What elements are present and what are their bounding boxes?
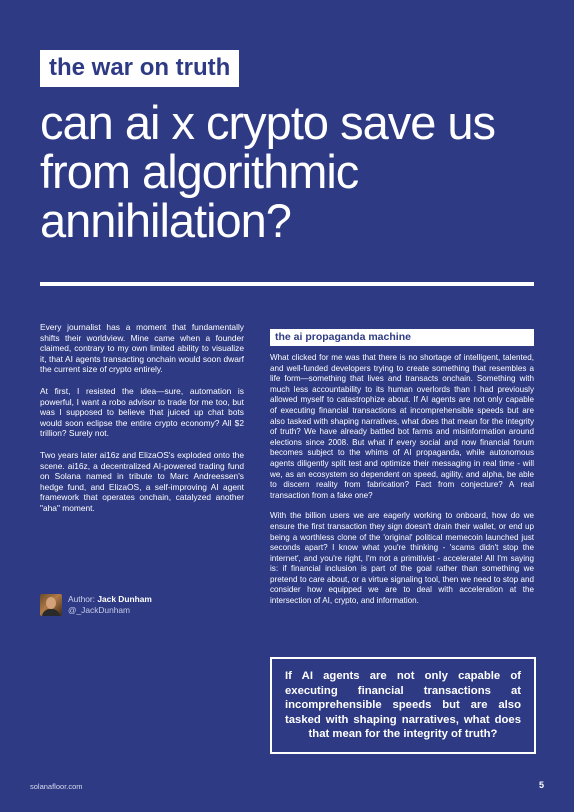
section-kicker: the war on truth [40, 50, 239, 87]
author-avatar [40, 594, 62, 616]
intro-paragraph-2: At first, I resisted the idea—sure, automation is powerful, I want a robo advisor to trade for me too, but was I supposed to believe that juiced up chat bots would soon eclipse the entire crypto economy? All $2 trillion? Surely not. [40, 385, 244, 439]
right-column [270, 329, 534, 617]
body-paragraph-1: What clicked for me was that there is no shortage of intelligent, talented, and well-funded developers trying to create something that resembles a life form—something that lives and transacts onchain. Something with much less accountability to its human overlords than I had previously allowed myself to catastrophize about. If AI agents are not only capable of executing financial transactions at incomprehensible speeds but are also tasked with shaping narratives, what does that mean for the integrity of truth? We have already battled bot farms and misinformation around elections since 2008. But what if every social and now financial forum becomes subject to the whims of AI propaganda, while autonomous agents diligently split test and optimize their messaging in real time - will we, as an ecosystem so dependent on speed, agility, and alpha, be able to discern reality from fabrication? Fact from conjecture? A real transaction from a fake one? [270, 353, 534, 500]
footer-site: solanafloor.com [30, 782, 83, 791]
page-number: 5 [538, 780, 544, 790]
body-paragraph-2: With the billion users we are eagerly working to onboard, how do we ensure the first transaction they sign doesn't drain their wallet, or end up being a worthless clone of the 'original' political memecoin launched just seconds apart? I know what you're thinking - 'scams didn't stop the internet', and you're right, I'm not a primitivist - accelerate! All I'm saying is: if financial inclusion is part of the goal rather than something we pretend to care about, or a virtue signaling tool, then we need to stop and consider how equipped we are to deal with acceleration at the intersection of AI, crypto, and information. [270, 511, 534, 606]
author-details [68, 594, 152, 616]
pull-quote: If AI agents are not only capable of executing financial transactions at incomprehensible speeds but are also tasked with shaping narratives, what does that mean for the integrity of truth? [270, 657, 536, 754]
left-column [40, 322, 244, 525]
intro-paragraph-1: Every journalist has a moment that fundamentally shifts their worldview. Mine came when a founder claimed, contrary to my own limited ability to visualize it, that AI agents transacting onchain would soon dwarf the current size of crypto entirely. [40, 322, 244, 375]
author-label: Author: [68, 594, 96, 604]
article-headline: can ai x crypto save us from algorithmic annihilation? [40, 96, 496, 247]
author-name: Jack Dunham [97, 594, 152, 604]
author-byline [40, 594, 152, 616]
author-handle: @_JackDunham [68, 605, 131, 615]
section-heading: the ai propaganda machine [270, 329, 534, 346]
intro-paragraph-3: Two years later ai16z and ElizaOS's exploded onto the scene. ai16z, a decentralized AI-powered trading fund on Solana named in tribute to Marc Andreessen's hedge fund, and ElizaOS, a self-improving AI agent framework that operates onchain, catalyzed another "aha" moment. [40, 449, 244, 513]
headline-divider [40, 282, 534, 286]
